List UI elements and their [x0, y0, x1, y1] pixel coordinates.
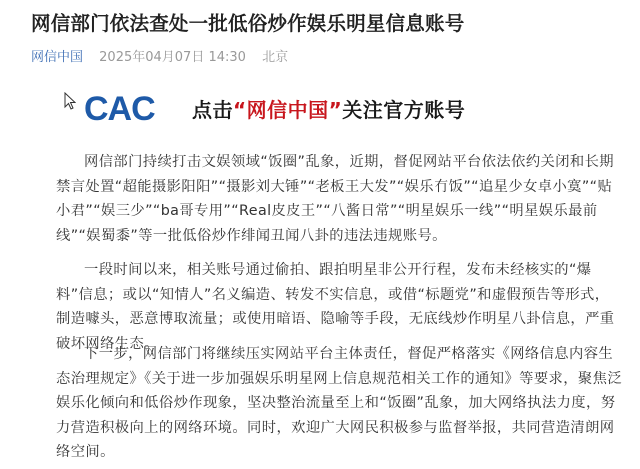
- cac-logo: [82, 90, 174, 126]
- article-title: 网信部门依法查处一批低俗炒作娱乐明星信息账号: [31, 12, 465, 35]
- paragraph-3: 下一步，网信部门将继续压实网站平台主体责任，督促严格落实《网络信息内容生态治理规定》《关于进一步加强娱乐明星网上信息规范相关工作的通知》等要求，聚焦泛娱乐化倾向和低俗炒作现象，坚决整治流量至上和“饭圈”乱象，加大网络执法力度，努力营造积极向上的网络环境。同时，欢迎广大网民积极参与监督举报，共同营造清朗网络空间。: [56, 346, 623, 460]
- paragraph-1: 网信部门持续打击文娱领域“饭圈”乱象，近期，督促网站平台依法依约关闭和长期禁言处置“超能摄影阳阳”“摄影刘大锤”“老板王大发”“娱乐冇饭”“追星少女卓小寞”“贴小君”“娱三少”“ba哥专用”“Real皮皮王”“八酱日常”“明星娱乐一线”“明星娱乐最前线”“娱蜀黍”等一批低俗炒作绯闻丑闻八卦的违法违规账号。: [56, 154, 615, 244]
- publish-location: 北京: [262, 50, 289, 65]
- publish-time: 2025年04月07日 14:30: [99, 50, 246, 65]
- svg-text:CAC: CAC: [84, 90, 155, 126]
- banner-suffix: 关注官方账号: [342, 97, 466, 122]
- paragraph-2: 一段时间以来，相关账号通过偷拍、跟拍明星非公开行程，发布未经核实的“爆料”信息；或以“知情人”名义编造、转发不实信息，或借“标题党”和虚假预告等形式，制造噱头，恶意博取流量；或使用暗语、隐喻等手段，无底线炒作明星八卦信息，严重破坏网络生态。: [56, 262, 615, 352]
- banner-prefix: 点击: [192, 97, 233, 122]
- article-meta: [31, 49, 288, 67]
- mouse-pointer-icon: [64, 92, 76, 110]
- source-link[interactable]: 网信中国: [31, 50, 84, 65]
- follow-banner[interactable]: [82, 88, 465, 128]
- banner-highlight: “网信中国”: [233, 97, 343, 122]
- banner-text: [192, 94, 465, 123]
